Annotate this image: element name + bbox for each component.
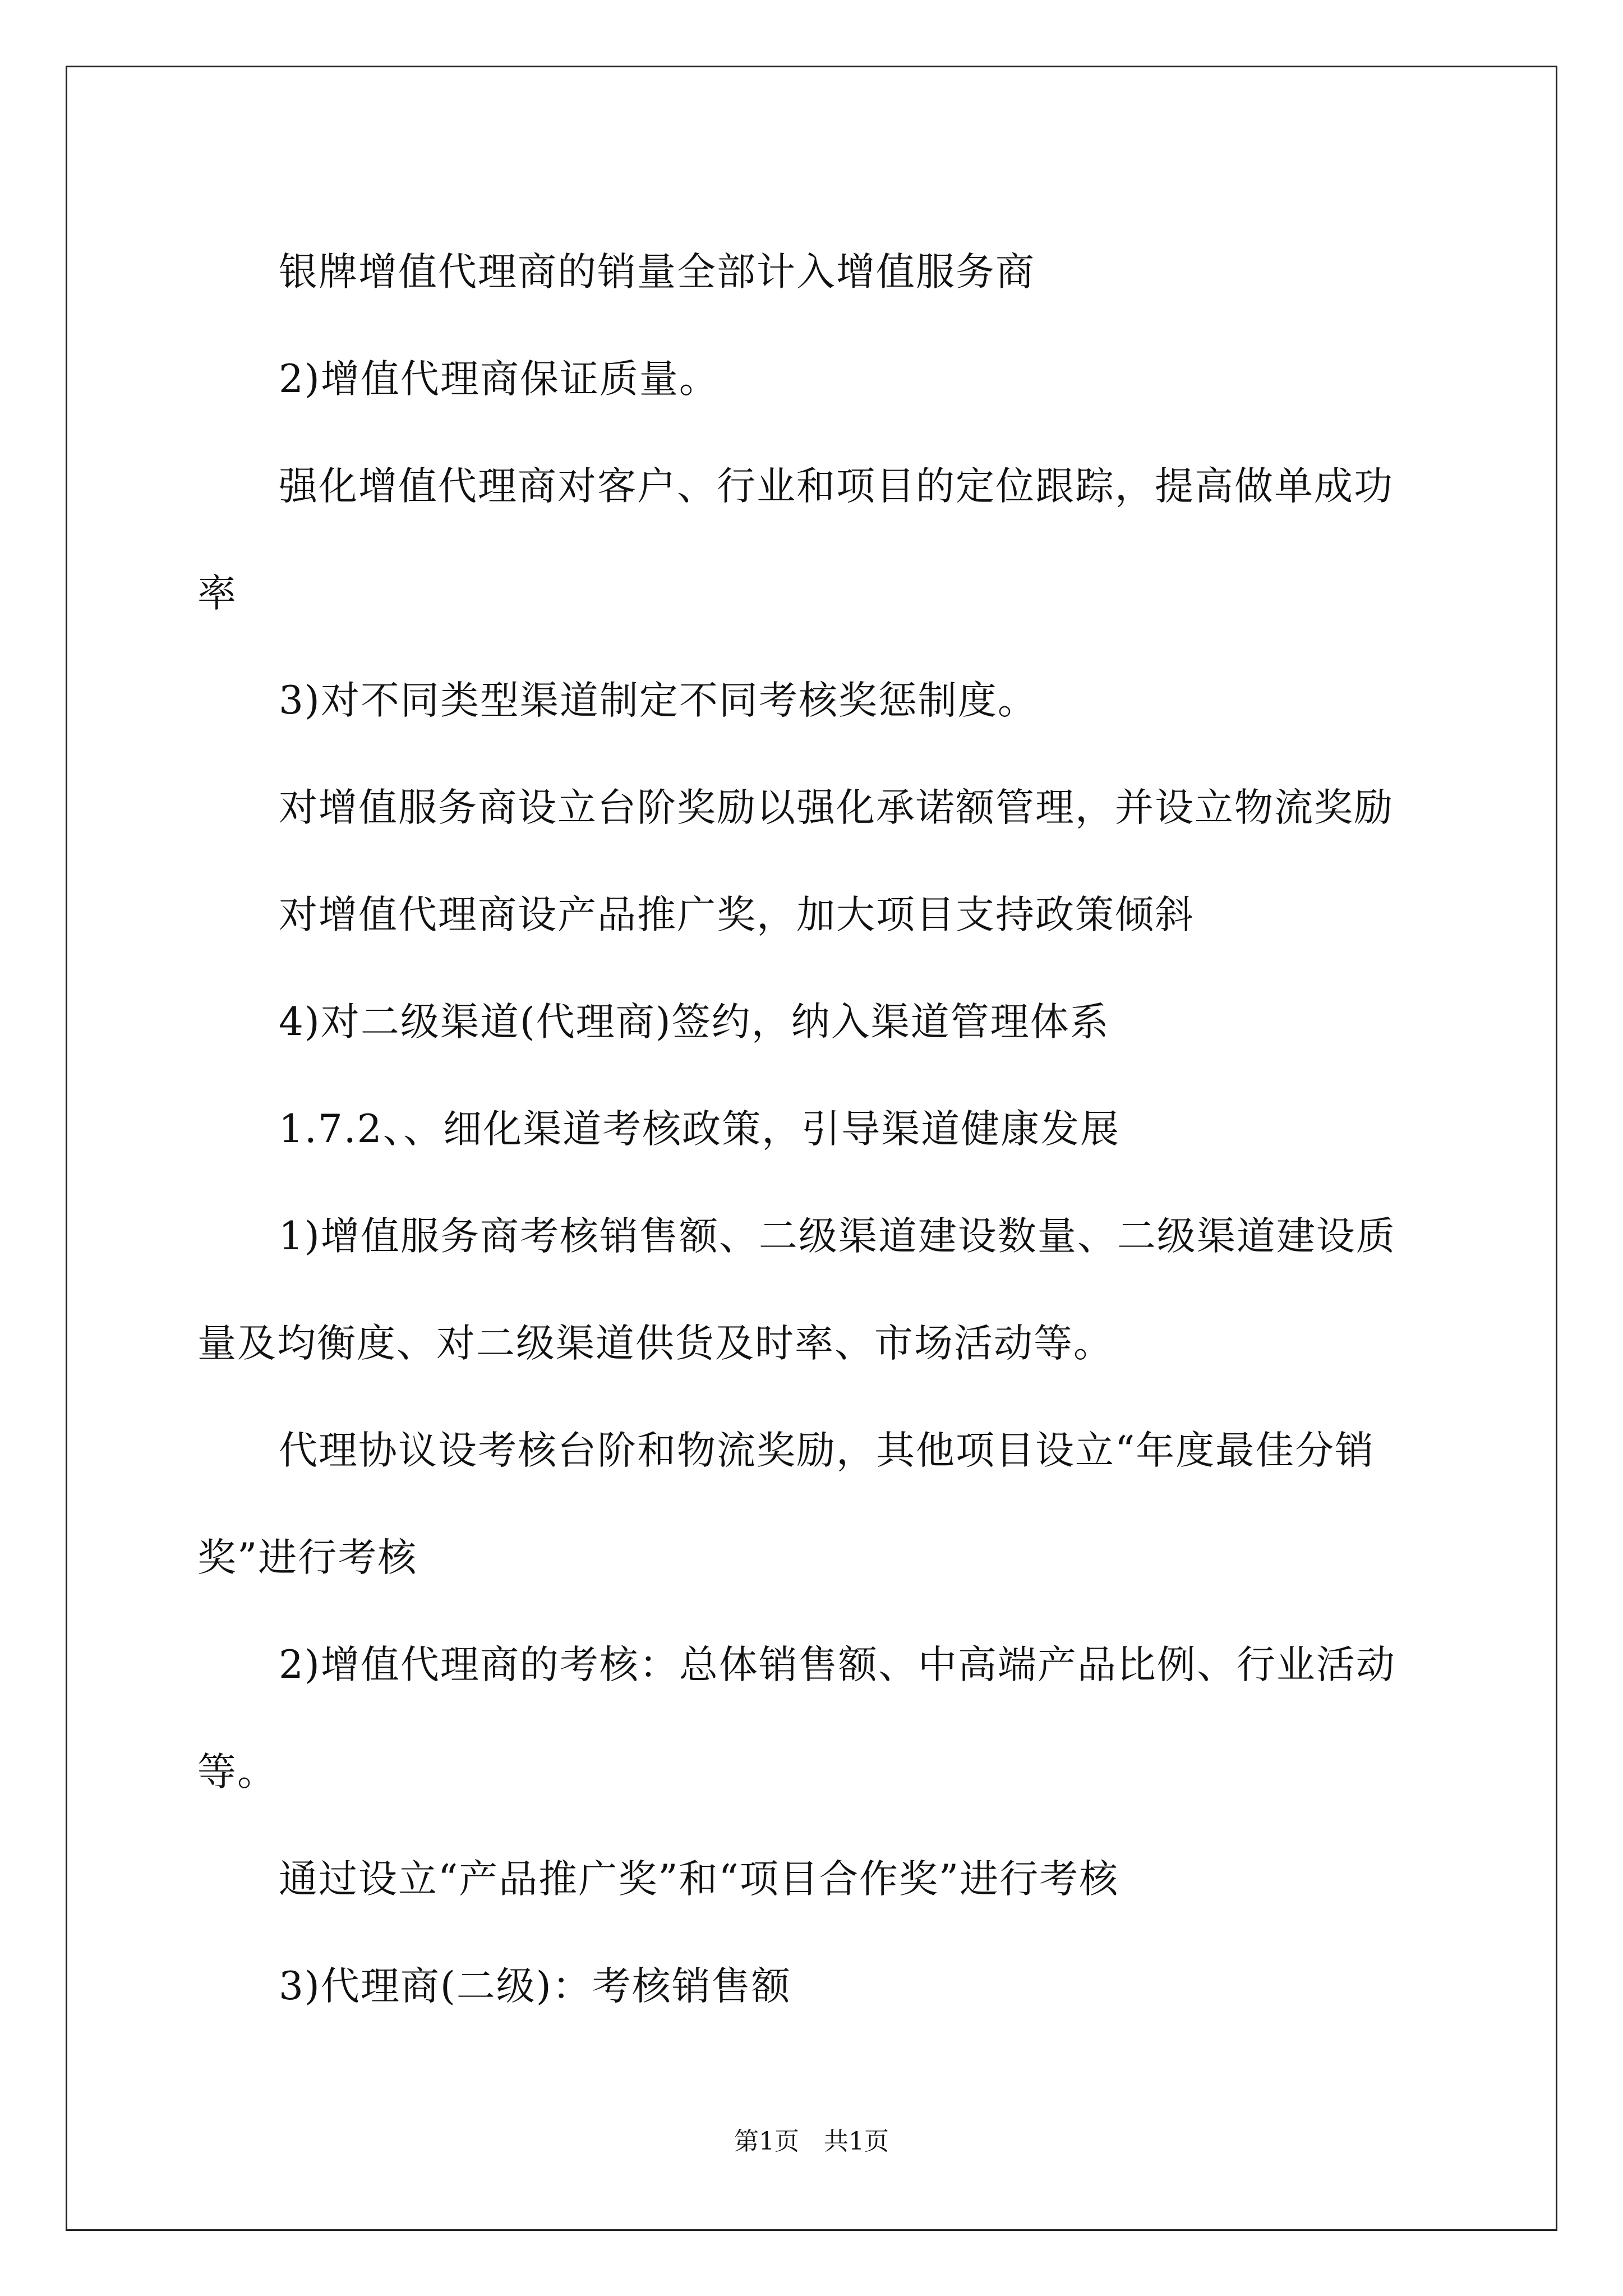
paragraph-12: 通过设立“产品推广奖”和“项目合作奖”进行考核 [279, 1857, 1119, 1902]
paragraph-6: 对增值代理商设产品推广奖，加大项目支持政策倾斜 [279, 892, 1195, 937]
page-footer: 第1页 共1页 [734, 2127, 889, 2156]
paragraph-8: 1.7.2、、细化渠道考核政策，引导渠道健康发展 [279, 1107, 1121, 1152]
paragraph-3: 强化增值代理商对客户、行业和项目的定位跟踪，提高做单成功率 [197, 464, 1394, 616]
paragraph-7: 4)对二级渠道(代理商)签约，纳入渠道管理体系 [279, 1000, 1110, 1045]
paragraph-10: 代理协议设考核台阶和物流奖励，其他项目设立“年度最佳分销奖”进行考核 [197, 1428, 1375, 1580]
paragraph-5: 对增值服务商设立台阶奖励以强化承诺额管理，并设立物流奖励 [279, 785, 1394, 830]
paragraph-4: 3)对不同类型渠道制定不同考核奖惩制度。 [279, 678, 1038, 723]
paragraph-9: 1)增值服务商考核销售额、二级渠道建设数量、二级渠道建设质量及均衡度、对二级渠道供货及时率、市场活动等。 [197, 1214, 1396, 1366]
paragraph-2: 2)增值代理商保证质量。 [279, 357, 719, 402]
paragraph-11: 2)增值代理商的考核：总体销售额、中高端产品比例、行业活动等。 [197, 1642, 1396, 1795]
paragraph-1: 银牌增值代理商的销量全部计入增值服务商 [279, 250, 1035, 295]
document-body [197, 219, 1428, 2040]
paragraph-13: 3)代理商(二级)：考核销售额 [279, 1964, 791, 2009]
